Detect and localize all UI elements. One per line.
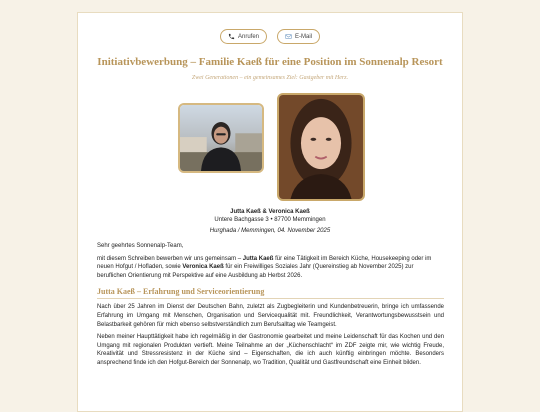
photo-jutta	[178, 103, 264, 173]
photo-row	[78, 93, 462, 203]
letter-page	[77, 12, 463, 412]
section-divider	[97, 298, 444, 299]
signature-names: Jutta Kaeß & Veronica Kaeß	[230, 209, 310, 215]
email-button[interactable]	[277, 29, 320, 44]
intro-text-2: für eine Tätigkeit im Bereich Küche, Housekeeping oder im neuen Hofgut / Hofladen, sowie	[97, 255, 432, 271]
email-button-label: E-Mail	[295, 33, 313, 40]
section-heading: Jutta Kaeß – Erfahrung und Serviceorientierung	[97, 287, 265, 297]
signature-address: Untere Bachgasse 3 • 87700 Memmingen	[214, 217, 326, 223]
intro-text-3: für ein Freiwilliges Soziales Jahr (Quereinstieg ab November 2025) zur beruflichen Orientierung mit Perspektive auf eine Ausbildung ab Herbst 2026.	[97, 264, 414, 279]
intro-name-jutta: Jutta Kaeß	[242, 255, 274, 262]
signature-date: Hurghada / Memmingen, 04. November 2025	[209, 228, 331, 234]
photo-veronica	[277, 93, 365, 201]
contact-actions	[78, 29, 462, 44]
mail-icon	[285, 33, 292, 40]
letter-intro	[97, 255, 444, 281]
section-paragraph-1: Nach über 25 Jahren im Dienst der Deutschen Bahn, zuletzt als Zugbegleiterin und Kundenbetreuerin, bringe ich umfassende Erfahrung im Umgang mit Menschen, Organisation und Servicequalität mit. Freundlichkeit, Verantwortungsbewusstsein und Belastbarkeit gehören für mich ebenso selbstverständlich zum Berufsalltag wie Teamgeist.	[97, 304, 444, 328]
call-button[interactable]	[220, 29, 267, 44]
phone-icon	[228, 33, 235, 40]
page-title: Initiativbewerbung – Familie Kaeß für eine Position im Sonnenalp Resort	[97, 56, 443, 68]
page-subtitle: Zwei Generationen – ein gemeinsames Ziel: Gastgeber mit Herz.	[191, 75, 349, 81]
letter-greeting: Sehr geehrtes Sonnenalp-Team,	[97, 243, 184, 249]
call-button-label: Anrufen	[237, 33, 259, 40]
intro-text-1: mit diesem Schreiben bewerben wir uns gemeinsam –	[97, 255, 243, 262]
section-paragraph-2: Neben meiner Haupttätigkeit habe ich regelmäßig in der Gastronomie gearbeitet und meine Leidenschaft für das Kochen und den Umgang mit regionalen Produkten vertieft. Meine Teilnahme an der „Küchenschlacht“ im ZDF zeigte mir, wie wichtig Freude, Kreativität und Stressresistenz in der Küche sind – Eigenschaften, die ich auch künftig einbringen möchte. Besonders ansprechend finde ich den Hofgut-Bereich der Sonnenalp, wo Tradition, Qualität und Gastfreundschaft eine Einheit bilden.	[97, 334, 444, 366]
intro-name-veronica: Veronica Kaeß	[182, 264, 224, 271]
